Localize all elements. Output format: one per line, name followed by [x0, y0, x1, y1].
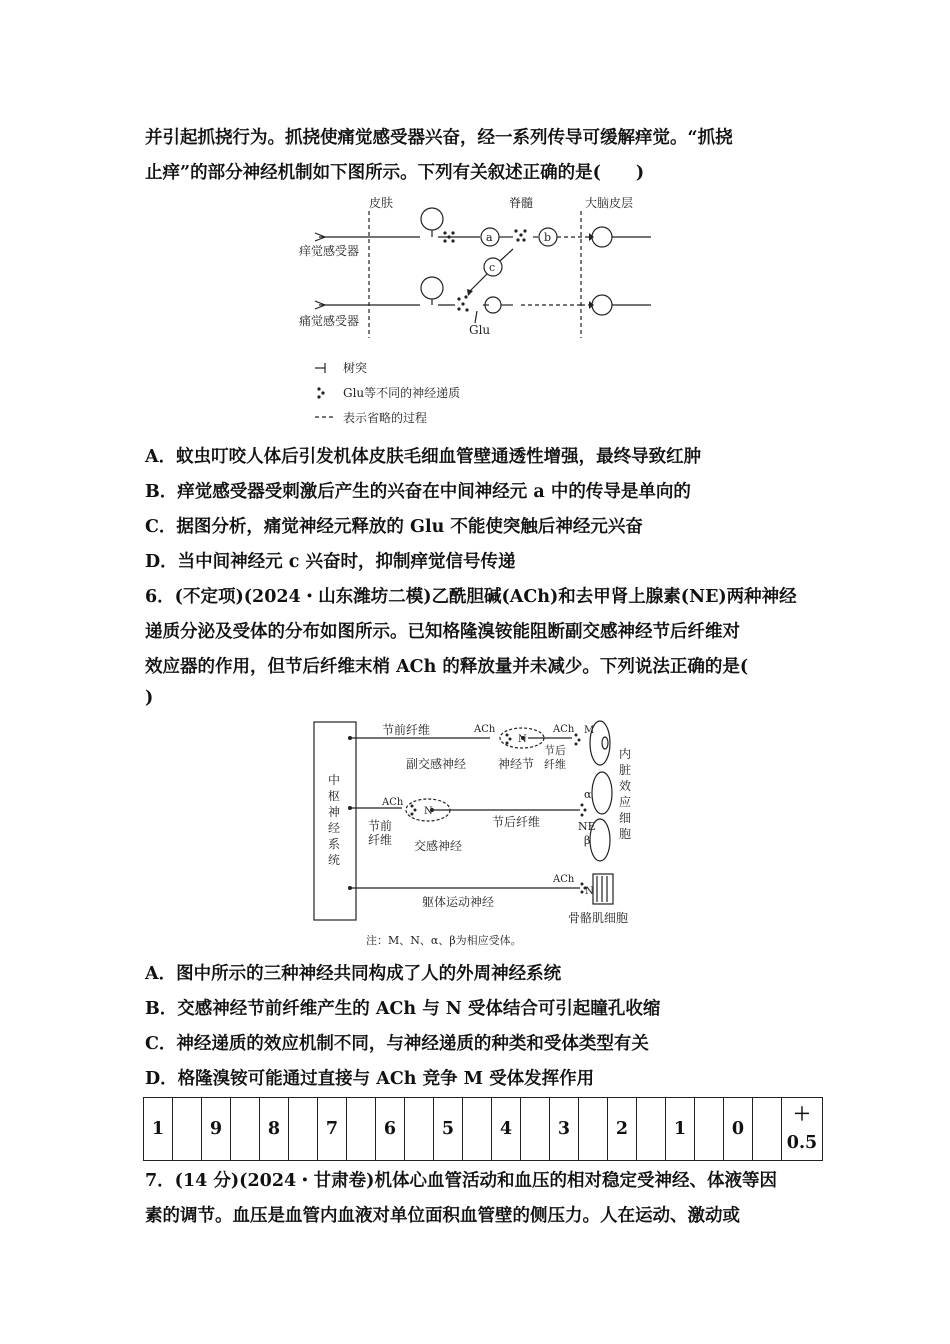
fig1-node-c: c: [489, 261, 496, 274]
q7-line-2: 素的调节。血压是血管内血液对单位面积血管壁的侧压力。人在运动、激动或: [145, 1206, 740, 1226]
fig2-organ-3: 效: [619, 779, 632, 793]
figure-itch-pain-mechanism: [285, 193, 665, 433]
score-cell[interactable]: [695, 1098, 724, 1161]
fig2-ach-mid: ACh: [382, 797, 404, 808]
score-cell[interactable]: 2: [608, 1098, 637, 1161]
fig2-organ-4: 应: [619, 795, 632, 809]
fig2-n-mid: N: [424, 806, 433, 817]
fig2-ne: NE: [578, 820, 596, 833]
fig2-n-bottom: N: [585, 886, 594, 897]
fig2-alpha: α: [584, 788, 592, 801]
score-cell[interactable]: 5: [434, 1098, 463, 1161]
fig1-legend-omitted: 表示省略的过程: [343, 411, 428, 425]
q6-option-a: A．图中所示的三种神经共同构成了人的外周神经系统: [145, 964, 562, 984]
fig2-post-top-1: 节后: [544, 744, 566, 757]
q5-option-d: D．当中间神经元 c 兴奋时，抑制痒觉信号传递: [145, 552, 516, 572]
fig1-legend-transmitter: Glu等不同的神经递质: [343, 386, 461, 400]
q5-option-c: C．据图分析，痛觉神经元释放的 Glu 不能使突触后神经元兴奋: [145, 517, 643, 537]
score-cell[interactable]: 1: [666, 1098, 695, 1161]
fig2-post-mid: 节后纤维: [492, 815, 541, 829]
fig2-cns-1: 中: [328, 773, 341, 787]
fig2-cns-4: 经: [328, 821, 341, 835]
fig2-pre-mid-1: 节前: [368, 819, 393, 833]
score-row: [144, 1098, 823, 1161]
score-cell[interactable]: [753, 1098, 782, 1161]
fig1-glu-label: Glu: [469, 323, 491, 337]
score-cell[interactable]: [405, 1098, 434, 1161]
fig1-cortex-label: 大脑皮层: [585, 196, 634, 210]
score-cell[interactable]: 1: [144, 1098, 173, 1161]
q6-option-c: C．神经递质的效应机制不同，与神经递质的种类和受体类型有关: [145, 1034, 649, 1054]
fig2-m-receptor: M: [584, 725, 595, 736]
intro-line-2: 止痒”的部分神经机制如下图所示。下列有关叙述正确的是( ): [145, 163, 645, 183]
intro-line-1: 并引起抓挠行为。抓挠使痛觉感受器兴奋，经一系列传导可缓解痒觉。“抓挠: [145, 128, 733, 148]
score-cell[interactable]: [289, 1098, 318, 1161]
score-cell[interactable]: 0: [724, 1098, 753, 1161]
q7-line-1: 7．(14 分)(2024・甘肃卷)机体心血管活动和血压的相对稳定受神经、体液等因: [145, 1171, 777, 1191]
fig2-post-top-2: 纤维: [544, 758, 566, 771]
score-cell[interactable]: [463, 1098, 492, 1161]
figure-ach-ne-distribution: [310, 718, 650, 950]
fig2-n-top: N: [518, 734, 527, 745]
score-cell[interactable]: 4: [492, 1098, 521, 1161]
fig1-node-b: b: [544, 231, 552, 244]
fig2-cns-5: 系: [328, 837, 341, 851]
fig1-node-a: a: [486, 231, 493, 244]
score-cell-plus-half[interactable]: [782, 1098, 823, 1161]
score-cell[interactable]: [347, 1098, 376, 1161]
fig2-organ-2: 脏: [619, 763, 632, 777]
fig1-pain-receptor-label: 痛觉感受器: [299, 314, 360, 328]
fig2-cns-2: 枢: [328, 789, 341, 803]
q5-option-a: A．蚊虫叮咬人体后引发机体皮肤毛细血管壁通透性增强，最终导致红肿: [145, 447, 702, 467]
score-cell[interactable]: [579, 1098, 608, 1161]
fig2-ach-top-2: ACh: [553, 724, 575, 735]
q6-option-d: D．格隆溴铵可能通过直接与 ACh 竞争 M 受体发挥作用: [145, 1069, 595, 1089]
q6-line-1: 6．(不定项)(2024・山东潍坊二模)乙酰胆碱(ACh)和去甲肾上腺素(NE)两种神经: [145, 587, 797, 607]
score-cell[interactable]: [173, 1098, 202, 1161]
fig2-pre-fiber-top: 节前纤维: [382, 723, 431, 737]
fig2-sym-label: 交感神经: [414, 839, 463, 853]
fig2-organ-6: 胞: [619, 827, 632, 841]
score-cell[interactable]: 8: [260, 1098, 289, 1161]
fig2-ganglion-label: 神经节: [498, 757, 535, 771]
score-cell[interactable]: [637, 1098, 666, 1161]
fig2-ach-top-1: ACh: [474, 724, 496, 735]
fig1-legend-dendrite: 树突: [343, 361, 368, 375]
q6-option-b: B．交感神经节前纤维产生的 ACh 与 N 受体结合可引起瞳孔收缩: [145, 999, 661, 1019]
score-plus: ＋: [793, 1105, 811, 1125]
q5-option-b: B．痒觉感受器受刺激后产生的兴奋在中间神经元 a 中的传导是单向的: [145, 482, 691, 502]
fig2-ach-bottom: ACh: [553, 874, 575, 885]
fig2-skeletal-label: 骨骼肌细胞: [568, 911, 629, 925]
fig2-organ-5: 细: [619, 811, 632, 825]
q6-line-4: ): [145, 688, 154, 708]
score-half: 0.5: [786, 1133, 818, 1153]
score-cell[interactable]: 3: [550, 1098, 579, 1161]
fig1-itch-receptor-label: 痒觉感受器: [299, 244, 360, 258]
score-cell[interactable]: 6: [376, 1098, 405, 1161]
fig2-somatic-label: 躯体运动神经: [422, 895, 495, 909]
fig2-parasym-label: 副交感神经: [406, 757, 467, 771]
fig2-cns-6: 统: [328, 853, 341, 867]
fig2-cns-3: 神: [328, 805, 341, 819]
score-cell[interactable]: 7: [318, 1098, 347, 1161]
score-cell[interactable]: [231, 1098, 260, 1161]
fig2-organ-1: 内: [619, 747, 632, 761]
q6-line-3: 效应器的作用，但节后纤维末梢 ACh 的释放量并未减少。下列说法正确的是(: [145, 657, 749, 677]
q6-line-2: 递质分泌及受体的分布如图所示。已知格隆溴铵能阻断副交感神经节后纤维对: [145, 622, 740, 642]
fig1-spinal-label: 脊髓: [509, 196, 534, 210]
score-cell[interactable]: [521, 1098, 550, 1161]
fig2-note: 注：M、N、α、β为相应受体。: [366, 934, 522, 947]
fig1-skin-label: 皮肤: [369, 196, 394, 210]
fig2-beta: β: [584, 834, 591, 847]
score-table: [143, 1097, 823, 1161]
score-cell[interactable]: 9: [202, 1098, 231, 1161]
fig2-pre-mid-2: 纤维: [368, 833, 393, 847]
